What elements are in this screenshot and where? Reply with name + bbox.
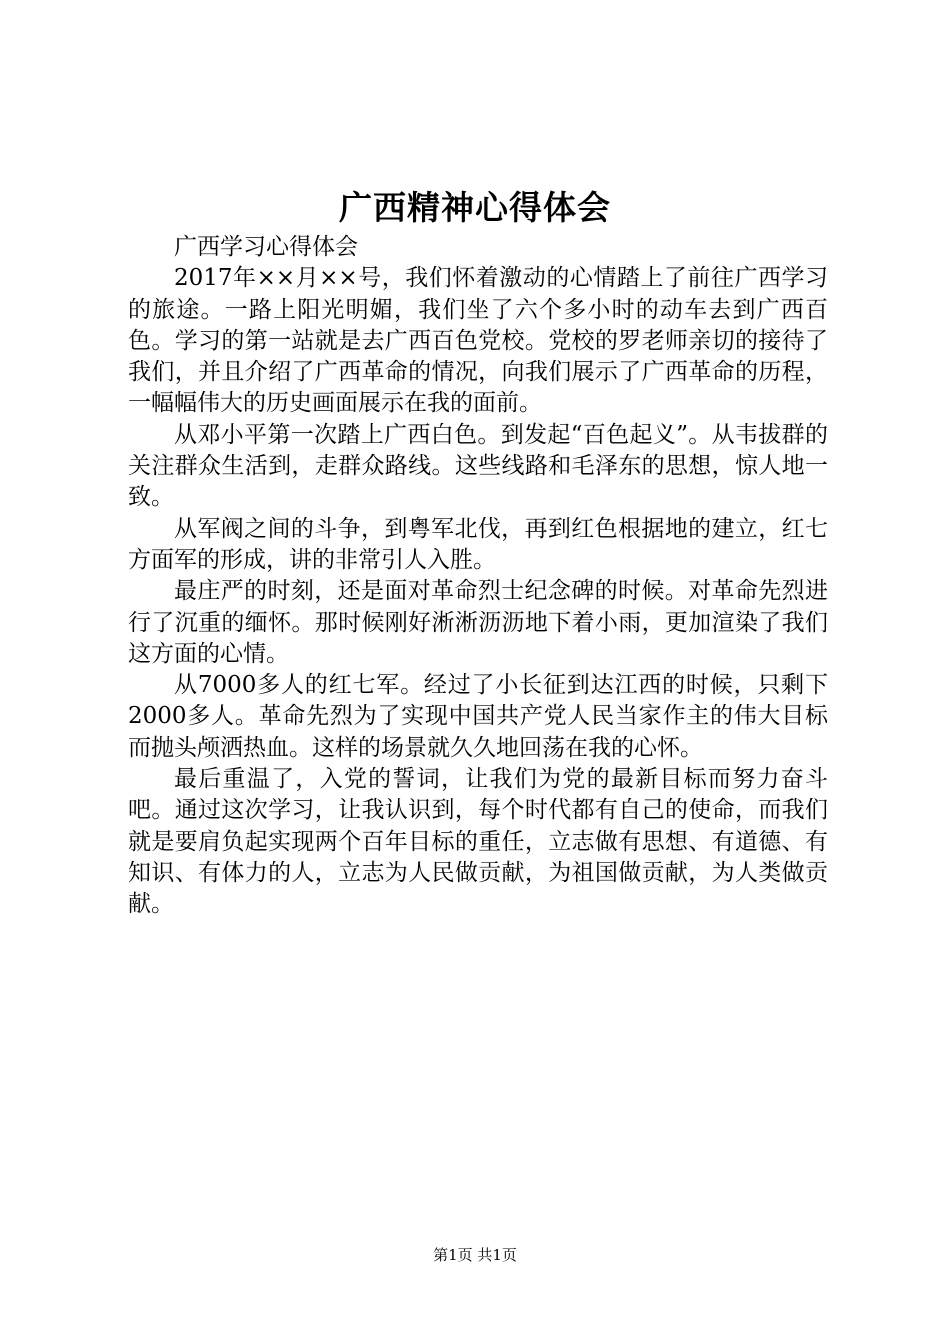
body-paragraph: 最庄严的时刻，还是面对革命烈士纪念碑的时候。对革命先烈进行了沉重的缅怀。那时候刚好淅淅沥沥地下着小雨，更加渲染了我们这方面的心情。 <box>128 578 828 667</box>
body-paragraph: 从军阀之间的斗争，到粤军北伐，再到红色根据地的建立，红七方面军的形成，讲的非常引人入胜。 <box>128 515 828 573</box>
document-body <box>128 232 828 921</box>
body-paragraph: 从7000多人的红七军。经过了小长征到达江西的时候，只剩下2000多人。革命先烈为了实现中国共产党人民当家作主的伟大目标而抛头颅洒热血。这样的场景就久久地回荡在我的心怀。 <box>128 672 828 761</box>
body-paragraph: 最后重温了，入党的誓词，让我们为党的最新目标而努力奋斗吧。通过这次学习，让我认识到，每个时代都有自己的使命，而我们就是要肩负起实现两个百年目标的重任，立志做有思想、有道德、有知识、有体力的人，立志为人民做贡献，为祖国做贡献，为人类做贡献。 <box>128 766 828 918</box>
body-paragraph: 2017年××月××号，我们怀着激动的心情踏上了前往广西学习的旅途。一路上阳光明媚，我们坐了六个多小时的动车去到广西百色。学习的第一站就是去广西百色党校。党校的罗老师亲切的接待了我们，并且介绍了广西革命的情况，向我们展示了广西革命的历程，一幅幅伟大的历史画面展示在我的面前。 <box>128 265 828 417</box>
subtitle-paragraph: 广西学习心得体会 <box>174 234 358 260</box>
body-paragraph: 从邓小平第一次踏上广西白色。到发起“百色起义”。从韦拔群的关注群众生活到，走群众路线。这些线路和毛泽东的思想，惊人地一致。 <box>128 421 828 511</box>
page-footer: 第1页 共1页 <box>433 1246 517 1264</box>
document-title: 广西精神心得体会 <box>339 188 611 227</box>
